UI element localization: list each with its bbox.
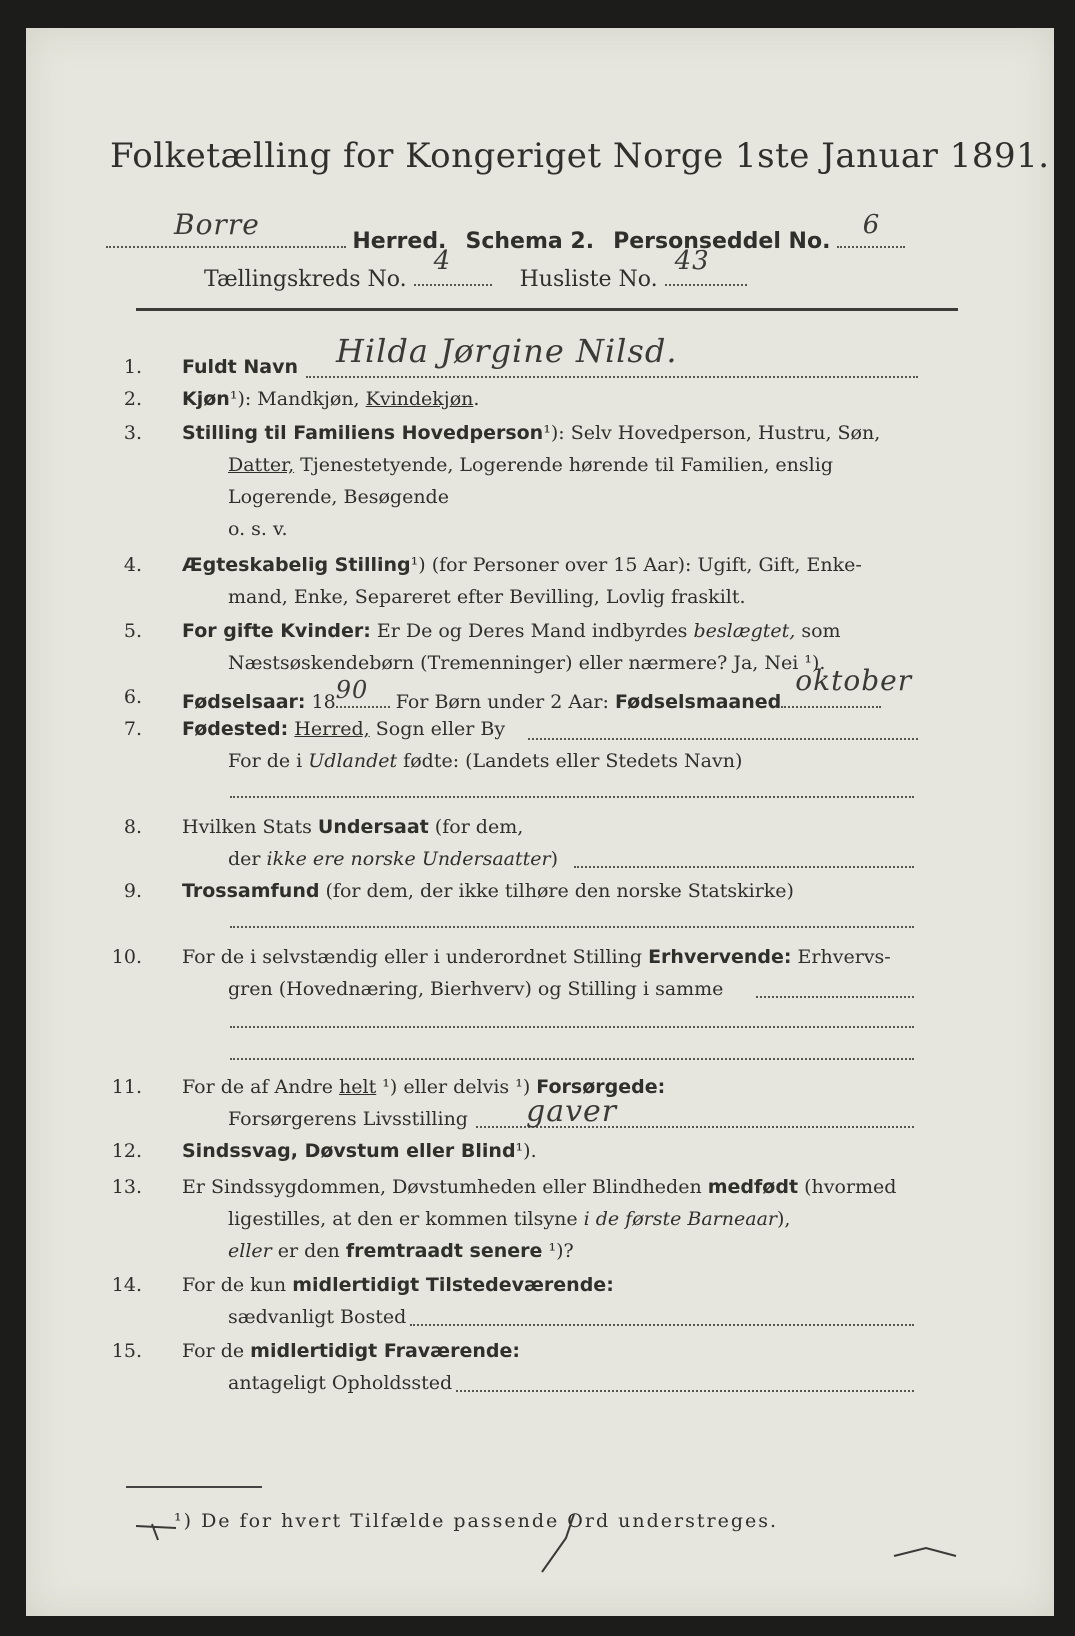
item-text: 18 [305, 691, 336, 713]
item-number: 10. [111, 946, 142, 968]
form-title: Folketælling for Kongeriget Norge 1ste Januar 1891. [110, 136, 1050, 176]
item-italic: ikke ere norske Undersaatter [266, 848, 551, 870]
item-label: Sindssvag, Døvstum eller Blind [182, 1140, 516, 1162]
item-number: 11. [111, 1076, 142, 1098]
item-label: Undersaat [317, 816, 429, 838]
item-text: For de kun [182, 1274, 293, 1296]
item-label: Kjøn [182, 388, 230, 410]
item-label: Stilling til Familiens Hovedperson [182, 422, 544, 444]
item-number: 1. [123, 356, 142, 378]
item-text-end: ¹). [515, 1140, 537, 1162]
item-number: 13. [111, 1176, 142, 1198]
item-number: 3. [123, 422, 142, 444]
item-text: Tjenestetyende, Logerende hørende til Familien, enslig [294, 454, 833, 476]
census-form-page [26, 28, 1054, 1616]
item-15-line-2: antageligt Opholdssted [228, 1372, 453, 1394]
item-text: Hvilken Stats [182, 816, 318, 838]
item-label: midlertidigt Fraværende: [250, 1340, 520, 1362]
item-text-end: ), [777, 1208, 791, 1230]
name-value: Hilda Jørgine Nilsd. [336, 332, 678, 370]
item-text-end: Erhvervs- [791, 946, 891, 968]
item-text: For de af Andre [182, 1076, 340, 1098]
item-text: Er Sindssygdommen, Døvstumheden eller Blindheden [182, 1176, 708, 1198]
item-text-end: fødte: (Landets eller Stedets Navn) [397, 750, 743, 772]
item-italic: eller [228, 1240, 272, 1262]
item-label: For gifte Kvinder: [182, 620, 371, 642]
item-text: Er De og Deres Mand indbyrdes [370, 620, 694, 642]
item-label: fremtraadt senere [345, 1240, 543, 1262]
item-text: For de [182, 1340, 251, 1362]
personseddel-value: 6 [862, 210, 881, 240]
underlined-choice: Herred, [294, 718, 370, 740]
item-10-line-2: gren (Hovednæring, Bierhverv) og Stilling i samme [228, 978, 724, 1000]
underlined-choice: helt [339, 1076, 377, 1098]
item-label: medfødt [707, 1176, 799, 1198]
year-value: 90 [335, 676, 369, 704]
item-text: Forsørgerens Livsstilling [228, 1108, 468, 1130]
item-text-end: . [473, 388, 480, 410]
item-number: 14. [111, 1274, 142, 1296]
item-label: Forsørgede: [536, 1076, 666, 1098]
item-text: ¹): Mandkjøn, [229, 388, 366, 410]
item-number: 12. [111, 1140, 142, 1162]
item-text: ligestilles, at den er kommen tilsyne [228, 1208, 584, 1230]
item-text: For de i [228, 750, 309, 772]
item-text: For de i selvstændig eller i underordnet Stilling [182, 946, 649, 968]
item-3-line-3: Logerende, Besøgende [228, 486, 449, 508]
item-label: Ægteskabelig Stilling [182, 554, 411, 576]
herred-label: Herred. [352, 229, 447, 254]
item-number: 4. [123, 554, 142, 576]
item-label: Fødselsaar: [182, 691, 306, 713]
item-label: Fødested: [182, 718, 289, 740]
item-5-line-2: Næstsøskendebørn (Tremenninger) eller nærmere? Ja, Nei ¹). [228, 652, 826, 674]
item-text: ¹): Selv Hovedperson, Hustru, Søn, [543, 422, 881, 444]
item-text: ¹) (for Personer over 15 Aar): Ugift, Gift, Enke- [410, 554, 862, 576]
pencil-mark-left [136, 1524, 176, 1540]
item-italic: Udlandet [308, 750, 398, 772]
item-number: 8. [123, 816, 142, 838]
item-text: er den [271, 1240, 346, 1262]
husliste-value: 43 [674, 246, 710, 276]
pencil-mark-right [894, 1548, 956, 1556]
item-label: Fuldt Navn [182, 356, 299, 378]
item-text-end: ) [550, 848, 558, 870]
item-number: 9. [123, 880, 142, 902]
schema-label: Schema 2. [465, 229, 595, 254]
item-number: 15. [111, 1340, 142, 1362]
husliste-label: Husliste No. [519, 267, 658, 292]
item-label: midlertidigt Tilstedeværende: [292, 1274, 614, 1296]
item-text: ¹) eller delvis ¹) [376, 1076, 537, 1098]
personseddel-label: Personseddel No. [613, 229, 831, 254]
item-text-end: (for dem, [428, 816, 524, 838]
pencil-marks [26, 28, 1054, 1616]
item-text: Sogn eller By [369, 718, 506, 740]
item-text-end: (hvormed [798, 1176, 897, 1198]
item-italic: beslægtet, [693, 620, 796, 642]
item-label-2: Fødselsmaaned [614, 691, 782, 713]
item-text-end: ¹)? [542, 1240, 574, 1262]
item-text: (for dem, der ikke tilhøre den norske Statskirke) [319, 880, 794, 902]
item-number: 5. [123, 620, 142, 642]
item-text-end: som [795, 620, 841, 642]
underlined-choice: Datter, [228, 454, 295, 476]
item-number: 2. [123, 388, 142, 410]
taellingskreds-label: Tællingskreds No. [204, 267, 407, 292]
underlined-choice: Kvindekjøn [365, 388, 474, 410]
month-value: oktober [795, 664, 913, 697]
item-italic: i de første Barneaar [583, 1208, 777, 1230]
item-14-line-2: sædvanligt Bosted [228, 1306, 407, 1328]
herred-value: Borre [174, 208, 260, 241]
item-4-line-2: mand, Enke, Separeret efter Bevilling, Lovlig fraskilt. [228, 586, 746, 608]
footnote: ¹) De for hvert Tilfælde passende Ord understreges. [174, 1510, 779, 1532]
item-3-line-4: o. s. v. [228, 518, 288, 540]
item-text: der [228, 848, 267, 870]
pencil-mark-center [542, 1514, 574, 1572]
provider-occupation-value: gaver [526, 1094, 618, 1129]
taellingskreds-value: 4 [433, 246, 452, 276]
item-label: Trossamfund [182, 880, 320, 902]
item-number: 6. [123, 686, 142, 708]
item-number: 7. [123, 718, 142, 740]
item-text: For Børn under 2 Aar: [389, 691, 615, 713]
item-label: Erhvervende: [648, 946, 792, 968]
